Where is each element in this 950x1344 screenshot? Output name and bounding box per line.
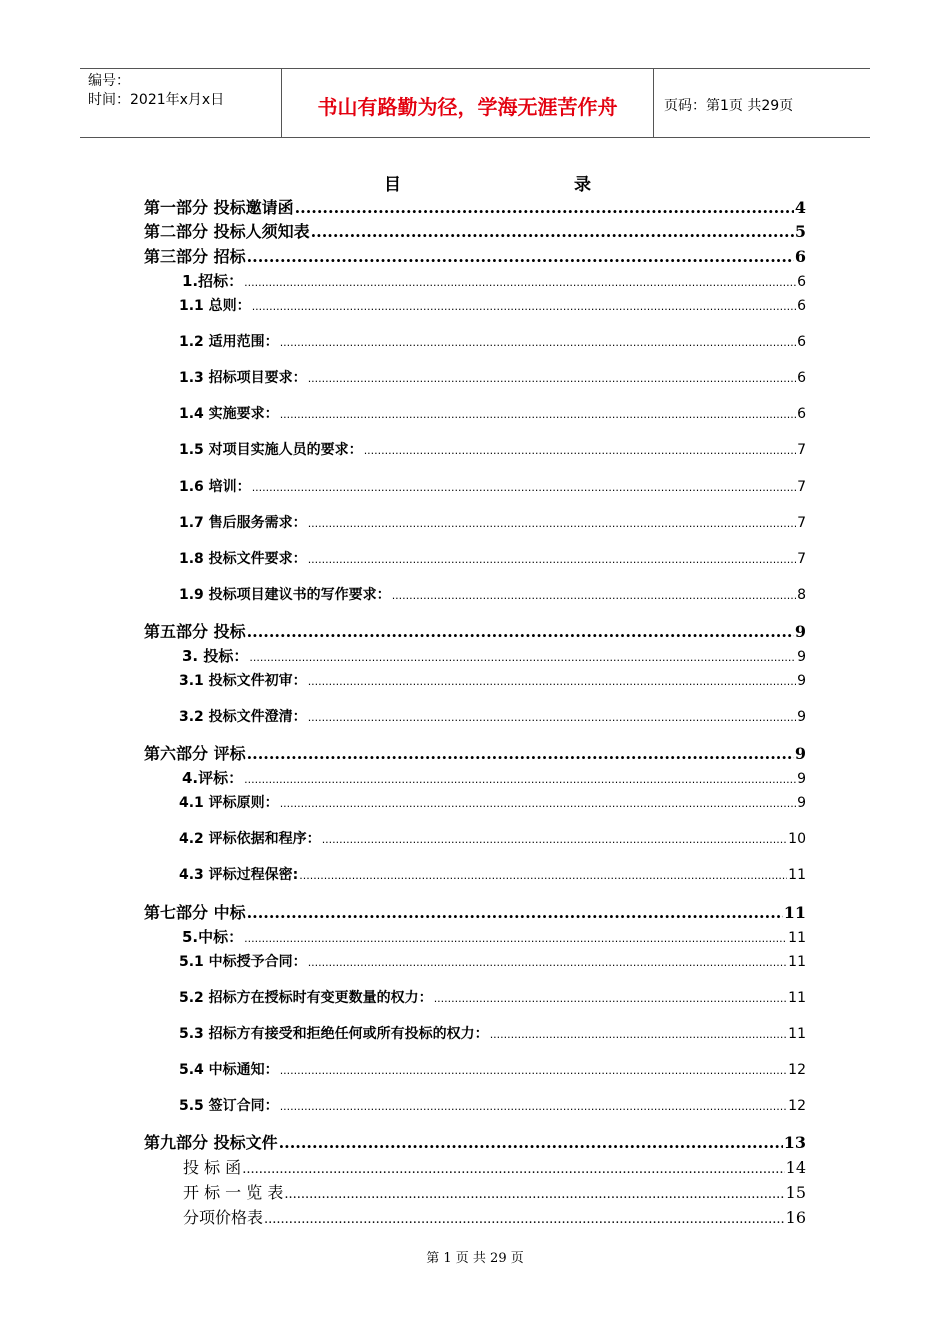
toc-dot-leader: [247, 744, 794, 763]
toc-entry-text: 第七部分 中标: [144, 903, 246, 922]
toc-entry-text: 5.1 中标授予合同：: [179, 954, 307, 970]
toc-entry-page: 9: [797, 771, 806, 787]
toc-entry-text: 4.评标：: [182, 769, 244, 787]
toc-entry[interactable]: [144, 741, 806, 764]
toc-entry[interactable]: [179, 476, 806, 496]
toc-entry-page: 11: [788, 1026, 806, 1042]
toc-entry-page: 7: [797, 551, 806, 567]
toc-dot-leader: [280, 336, 796, 349]
toc-entry-text: 投 标 函: [183, 1158, 242, 1177]
toc-dot-leader: [280, 1100, 787, 1113]
toc-entry-text: 3.1 投标文件初审：: [179, 673, 307, 689]
page-footer: 第 1 页 共 29 页: [426, 1251, 524, 1266]
toc-entry-page: 9: [797, 649, 806, 665]
toc-entry[interactable]: [144, 1130, 806, 1153]
toc-entry[interactable]: [144, 900, 806, 923]
toc-dot-leader: [244, 773, 796, 786]
toc-dot-leader: [308, 517, 796, 530]
toc-entry[interactable]: [179, 1095, 806, 1115]
toc-entry-page: 11: [788, 867, 806, 883]
toc-entry-page: 7: [797, 479, 806, 495]
toc-entry-text: 第三部分 招标: [144, 247, 246, 266]
toc-entry-text: 3. 投标：: [182, 647, 249, 665]
toc-entry[interactable]: [179, 670, 806, 690]
toc-entry[interactable]: [179, 987, 806, 1007]
toc-entry-text: 5.5 签订合同：: [179, 1098, 279, 1114]
toc-entry[interactable]: [182, 767, 806, 788]
toc-entry[interactable]: [179, 792, 806, 812]
toc-entry-page: 15: [785, 1183, 806, 1202]
toc-entry-page: 7: [797, 442, 806, 458]
toc-entry-page: 11: [788, 990, 806, 1006]
toc-dot-leader: [244, 276, 796, 289]
toc-entry-text: 分项价格表: [183, 1208, 264, 1227]
toc-entry[interactable]: [183, 1205, 806, 1228]
toc-entry-text: 1.招标：: [182, 272, 244, 290]
toc-entry-page: 9: [797, 795, 806, 811]
toc-entry[interactable]: [179, 331, 806, 351]
toc-dot-leader: [490, 1028, 787, 1041]
toc-entry-text: 第二部分 投标人须知表: [144, 222, 310, 241]
toc-entry[interactable]: [182, 645, 806, 666]
header-motto: 书山有路勤为径，学海无涯苦作舟: [282, 69, 654, 137]
header-meta-cell: [80, 69, 282, 137]
toc-dot-leader: [308, 553, 796, 566]
toc-dot-leader: [280, 408, 796, 421]
toc-entry[interactable]: [179, 828, 806, 848]
toc-entry-text: 1.1 总则：: [179, 298, 251, 314]
toc-entry[interactable]: [183, 1180, 806, 1203]
document-number-label: 编号：: [88, 73, 130, 89]
toc-dot-leader: [284, 1187, 784, 1202]
toc-entry[interactable]: [179, 512, 806, 532]
toc-entry-page: 6: [797, 298, 806, 314]
toc-entry[interactable]: [183, 1155, 806, 1178]
toc-entry-page: 16: [785, 1208, 806, 1227]
toc-entry-text: 1.6 培训：: [179, 479, 251, 495]
toc-dot-leader: [249, 651, 796, 664]
toc-entry[interactable]: [179, 864, 806, 884]
header-page-info: 页码：第1页 共29页: [664, 98, 794, 114]
toc-entry[interactable]: [144, 219, 806, 242]
toc-entry[interactable]: [179, 706, 806, 726]
toc-entry[interactable]: [182, 926, 806, 947]
toc-dot-leader: [244, 932, 787, 945]
toc-entry-page: 7: [797, 515, 806, 531]
toc-entry-text: 1.3 招标项目要求：: [179, 370, 307, 386]
toc-dot-leader: [252, 300, 796, 313]
toc-entry-text: 第六部分 评标: [144, 744, 246, 763]
toc-entry-page: 6: [794, 247, 806, 266]
toc-entry-text: 第九部分 投标文件: [144, 1133, 278, 1152]
toc-entry-text: 开 标 一 览 表: [183, 1183, 284, 1202]
toc-dot-leader: [252, 481, 796, 494]
toc-entry-page: 10: [788, 831, 806, 847]
toc-entry-page: 12: [788, 1062, 806, 1078]
toc-entry-text: 3.2 投标文件澄清：: [179, 709, 307, 725]
toc-entry-text: 5.3 招标方有接受和拒绝任何或所有投标的权力：: [179, 1026, 489, 1042]
toc-entry-text: 5.2 招标方在授标时有变更数量的权力：: [179, 990, 433, 1006]
document-time-label: 时间：2021年x月x日: [88, 92, 225, 108]
toc-entry-page: 6: [797, 370, 806, 386]
toc-entry[interactable]: [179, 295, 806, 315]
toc-entry-page: 6: [797, 334, 806, 350]
toc-entry-page: 9: [797, 673, 806, 689]
toc-dot-leader: [434, 992, 787, 1005]
toc-dot-leader: [247, 247, 794, 266]
toc-dot-leader: [247, 622, 794, 641]
toc-entry[interactable]: [179, 403, 806, 423]
toc-title: [0, 170, 950, 195]
toc-entry-page: 9: [794, 744, 806, 763]
toc-dot-leader: [264, 1212, 785, 1227]
toc-entry[interactable]: [179, 439, 806, 459]
toc-entry-page: 6: [797, 274, 806, 290]
page-header: [80, 68, 870, 138]
toc-title-left: 目: [384, 175, 401, 195]
toc-entry[interactable]: [182, 270, 806, 291]
toc-entry-page: 4: [794, 198, 806, 217]
toc-dot-leader: [280, 797, 796, 810]
toc-entry-text: 5.中标：: [182, 928, 244, 946]
toc-entry-text: 4.3 评标过程保密:: [179, 867, 299, 883]
toc-entry-text: 1.4 实施要求：: [179, 406, 279, 422]
toc-entry-page: 6: [797, 406, 806, 422]
toc-entry-text: 1.8 投标文件要求：: [179, 551, 307, 567]
toc-entry-page: 11: [788, 930, 806, 946]
toc-entry-page: 8: [797, 587, 806, 603]
toc-entry[interactable]: [144, 195, 806, 218]
toc-dot-leader: [311, 222, 794, 241]
toc-entry-text: 4.1 评标原则：: [179, 795, 279, 811]
toc-title-right: 录: [574, 175, 591, 195]
toc-entry[interactable]: [179, 1023, 806, 1043]
toc-entry-page: 13: [783, 1133, 806, 1152]
toc-dot-leader: [308, 711, 796, 724]
toc-dot-leader: [308, 956, 787, 969]
toc-entry[interactable]: [179, 584, 806, 604]
toc-entry-page: 11: [788, 954, 806, 970]
toc-entry[interactable]: [179, 951, 806, 971]
toc-dot-leader: [308, 675, 796, 688]
toc-dot-leader: [299, 869, 787, 882]
toc-entry-page: 14: [785, 1158, 806, 1177]
toc-entry-page: 12: [788, 1098, 806, 1114]
toc-dot-leader: [295, 198, 794, 217]
toc-entry[interactable]: [144, 244, 806, 267]
toc-entry-text: 4.2 评标依据和程序：: [179, 831, 321, 847]
toc-dot-leader: [280, 1064, 787, 1077]
toc-entry[interactable]: [144, 619, 806, 642]
toc-entry[interactable]: [179, 367, 806, 387]
toc-entry-text: 1.9 投标项目建议书的写作要求：: [179, 587, 391, 603]
toc-entry-text: 第五部分 投标: [144, 622, 246, 641]
toc-entry-page: 9: [794, 622, 806, 641]
toc-entry-text: 1.7 售后服务需求：: [179, 515, 307, 531]
toc-entry-text: 1.5 对项目实施人员的要求：: [179, 442, 363, 458]
toc-entry-page: 11: [783, 903, 806, 922]
toc-entry-text: 5.4 中标通知：: [179, 1062, 279, 1078]
toc-dot-leader: [242, 1162, 784, 1177]
toc-entry-text: 1.2 适用范围：: [179, 334, 279, 350]
toc-dot-leader: [279, 1133, 783, 1152]
toc-dot-leader: [392, 589, 796, 602]
toc-entry[interactable]: [179, 548, 806, 568]
toc-dot-leader: [308, 372, 796, 385]
toc-entry-text: 第一部分 投标邀请函: [144, 198, 294, 217]
toc-dot-leader: [247, 903, 783, 922]
toc-entry-page: 9: [797, 709, 806, 725]
toc-entry-page: 5: [794, 222, 806, 241]
toc-entry[interactable]: [179, 1059, 806, 1079]
toc-dot-leader: [364, 444, 796, 457]
toc-dot-leader: [322, 833, 787, 846]
